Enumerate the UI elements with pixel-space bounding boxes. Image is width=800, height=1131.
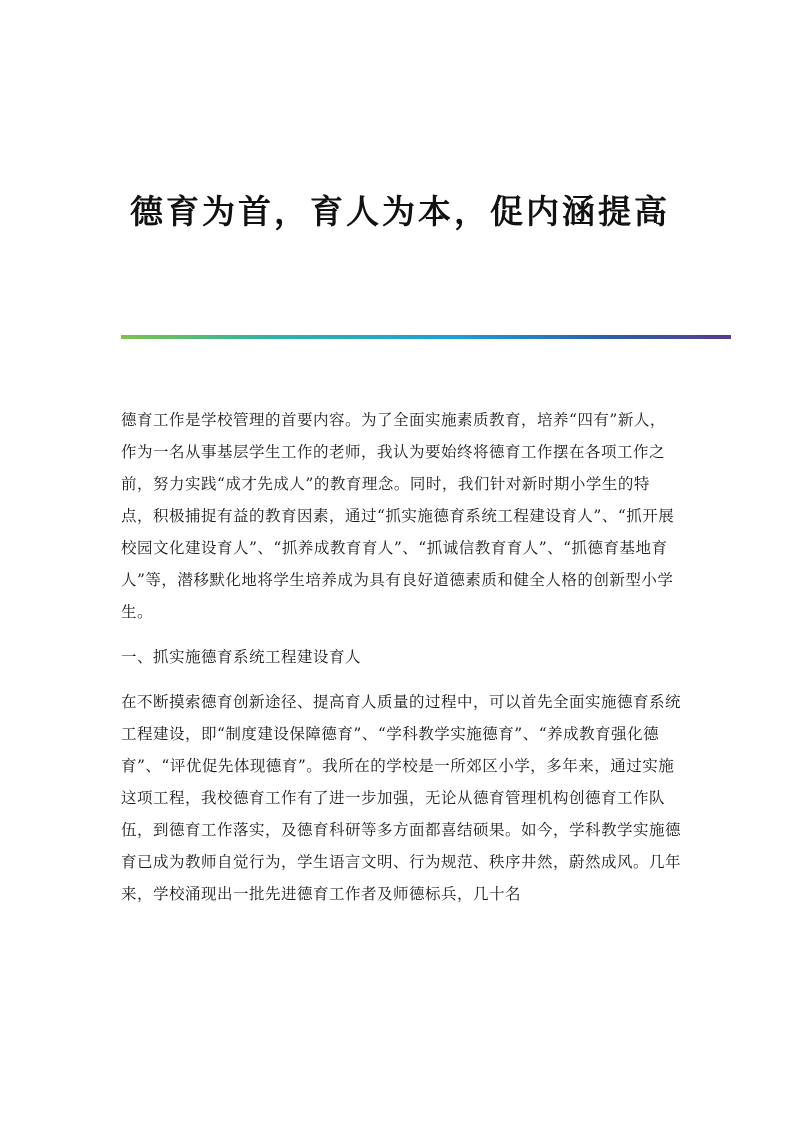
document-title: 德育为首，育人为本，促内涵提高 <box>130 192 670 231</box>
document-body <box>121 404 681 923</box>
paragraph-intro: 德育工作是学校管理的首要内容。为了全面实施素质教育，培养“四有”新人，作为一名从事基层学生工作的老师，我认为要始终将德育工作摆在各项工作之前，努力实践“成才先成人”的教育理念。同时，我们针对新时期小学生的特点，积极捕捉有益的教育因素，通过“抓实施德育系统工程建设育人”、“抓开展校园文化建设育人”、“抓养成教育育人”、“抓诚信教育育人”、“抓德育基地育人”等，潜移默化地将学生培养成为具有良好道德素质和健全人格的创新型小学生。 <box>121 411 675 621</box>
gradient-divider <box>121 335 731 339</box>
paragraph-section-1: 在不断摸索德育创新途径、提高育人质量的过程中，可以首先全面实施德育系统工程建设，即“制度建设保障德育”、“学科教学实施德育”、“养成教育强化德育”、“评优促先体现德育”。我所在的学校是一所郊区小学，多年来，通过实施这项工程，我校德育工作有了进一步加强，无论从德育管理机构创德育工作队伍，到德育工作落实，及德育科研等多方面都喜结硕果。如今，学科教学实施德育已成为教师自觉行为，学生语言文明、行为规范、秩序井然，蔚然成风。几年来，学校涌现出一批先进德育工作者及师德标兵，几十名 <box>121 693 682 903</box>
section-heading-1: 一、抓实施德育系统工程建设育人 <box>121 648 362 666</box>
